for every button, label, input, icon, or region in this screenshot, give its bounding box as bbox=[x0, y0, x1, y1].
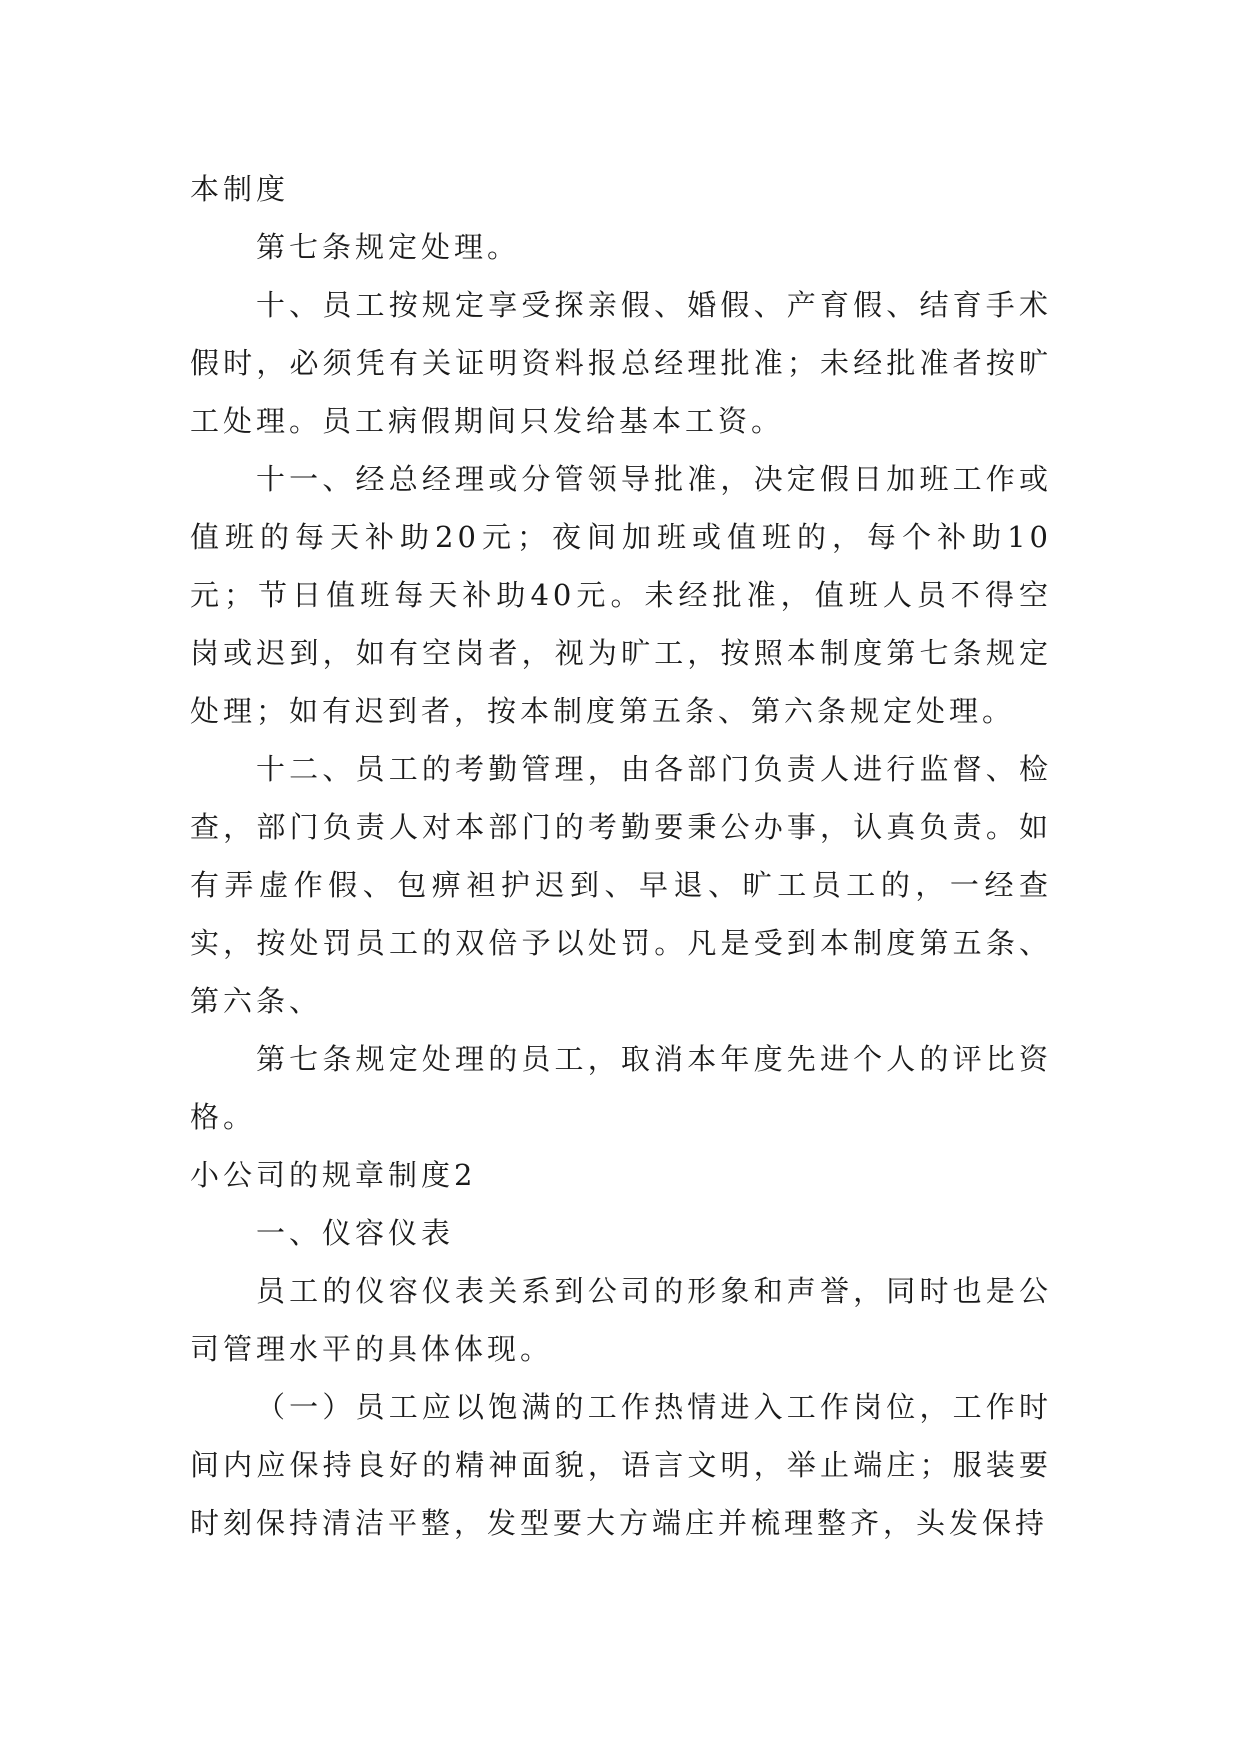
paragraph-continuation: 本制度 bbox=[190, 172, 290, 206]
paragraph-clause-11: 十一、经总经理或分管领导批准，决定假日加班工作或值班的每天补助20元；夜间加班或值班的，每个补助10元；节日值班每天补助40元。未经批准，值班人员不得空岗或迟到，如有空岗者，视为旷工，按照本制度第七条规定处理；如有迟到者，按本制度第五条、第六条规定处理。 bbox=[190, 462, 1052, 728]
paragraph-clause-12-continued: 第七条规定处理的员工，取消本年度先进个人的评比资格。 bbox=[190, 1042, 1052, 1134]
paragraph-continuation-rule: 第七条规定处理。 bbox=[256, 230, 521, 264]
document-body bbox=[190, 160, 1052, 1552]
subsection-heading: 一、仪容仪表 bbox=[256, 1216, 455, 1250]
paragraph-clause-10: 十、员工按规定享受探亲假、婚假、产育假、结育手术假时，必须凭有关证明资料报总经理批准；未经批准者按旷工处理。员工病假期间只发给基本工资。 bbox=[190, 288, 1052, 438]
paragraph-clause-12: 十二、员工的考勤管理，由各部门负责人进行监督、检查，部门负责人对本部门的考勤要秉公办事，认真负责。如有弄虚作假、包痹袒护迟到、早退、旷工员工的，一经查实，按处罚员工的双倍予以处罚。凡是受到本制度第五条、第六条、 bbox=[190, 752, 1052, 1018]
paragraph-appearance-intro: 员工的仪容仪表关系到公司的形象和声誉，同时也是公司管理水平的具体体现。 bbox=[190, 1274, 1052, 1366]
section-heading: 小公司的规章制度2 bbox=[190, 1158, 477, 1192]
paragraph-appearance-item-1: （一）员工应以饱满的工作热情进入工作岗位，工作时间内应保持良好的精神面貌，语言文明，举止端庄；服装要时刻保持清洁平整，发型要大方端庄并梳理整齐，头发保持 bbox=[190, 1390, 1052, 1540]
